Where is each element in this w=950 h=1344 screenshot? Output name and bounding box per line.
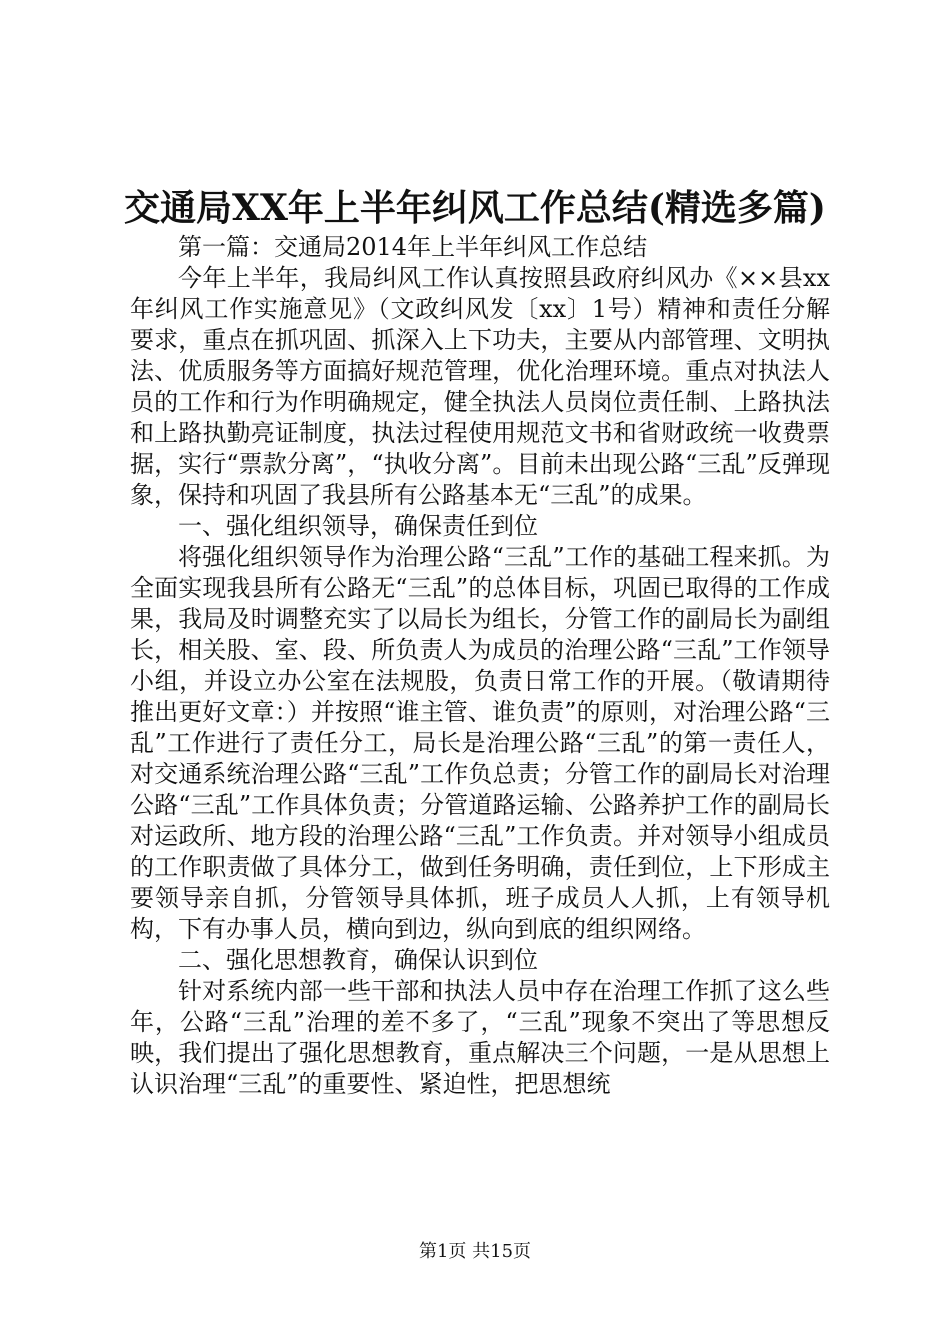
page-footer: 第1页 共15页: [418, 1241, 532, 1262]
subsection-heading: 一、强化组织领导，确保责任到位: [178, 512, 538, 540]
subsection-heading: 二、强化思想教育，确保认识到位: [178, 946, 538, 974]
body-paragraph: 将强化组织领导作为治理公路“三乱”工作的基础工程来抓。为全面实现我县所有公路无“三乱”的总体目标，巩固已取得的工作成果，我局及时调整充实了以局长为组长，分管工作的副局长为副组长，相关股、室、段、所负责人为成员的治理公路“三乱”工作领导小组，并设立办公室在法规股，负责日常工作的开展。（敬请期待推出更好文章：）并按照“谁主管、谁负责”的原则，对治理公路“三乱”工作进行了责任分工，局长是治理公路“三乱”的第一责任人，对交通系统治理公路“三乱”工作负总责；分管工作的副局长对治理公路“三乱”工作具体负责；分管道路运输、公路养护工作的副局长对运政所、地方段的治理公路“三乱”工作负责。并对领导小组成员的工作职责做了具体分工，做到任务明确，责任到位，上下形成主要领导亲自抓，分管领导具体抓，班子成员人人抓，上有领导机构，下有办事人员，横向到边，纵向到底的组织网络。: [130, 543, 830, 943]
section-heading: 第一篇：交通局2014年上半年纠风工作总结: [178, 233, 648, 261]
body-paragraph: 针对系统内部一些干部和执法人员中存在治理工作抓了这么些年，公路“三乱”治理的差不多了，“三乱”现象不突出了等思想反映，我们提出了强化思想教育，重点解决三个问题，一是从思想上认识治理“三乱”的重要性、紧迫性，把思想统: [130, 977, 830, 1098]
document-body: [130, 232, 830, 1100]
document-title: 交通局XX年上半年纠风工作总结(精选多篇): [124, 187, 826, 229]
body-paragraph: 今年上半年，我局纠风工作认真按照县政府纠风办《××县xx年纠风工作实施意见》（文政纠风发〔xx〕1号）精神和责任分解要求，重点在抓巩固、抓深入上下功夫，主要从内部管理、文明执法、优质服务等方面搞好规范管理，优化治理环境。重点对执法人员的工作和行为作明确规定，健全执法人员岗位责任制、上路执法和上路执勤亮证制度，执法过程使用规范文书和省财政统一收费票据，实行“票款分离”，“执收分离”。目前未出现公路“三乱”反弹现象，保持和巩固了我县所有公路基本无“三乱”的成果。: [130, 264, 830, 509]
